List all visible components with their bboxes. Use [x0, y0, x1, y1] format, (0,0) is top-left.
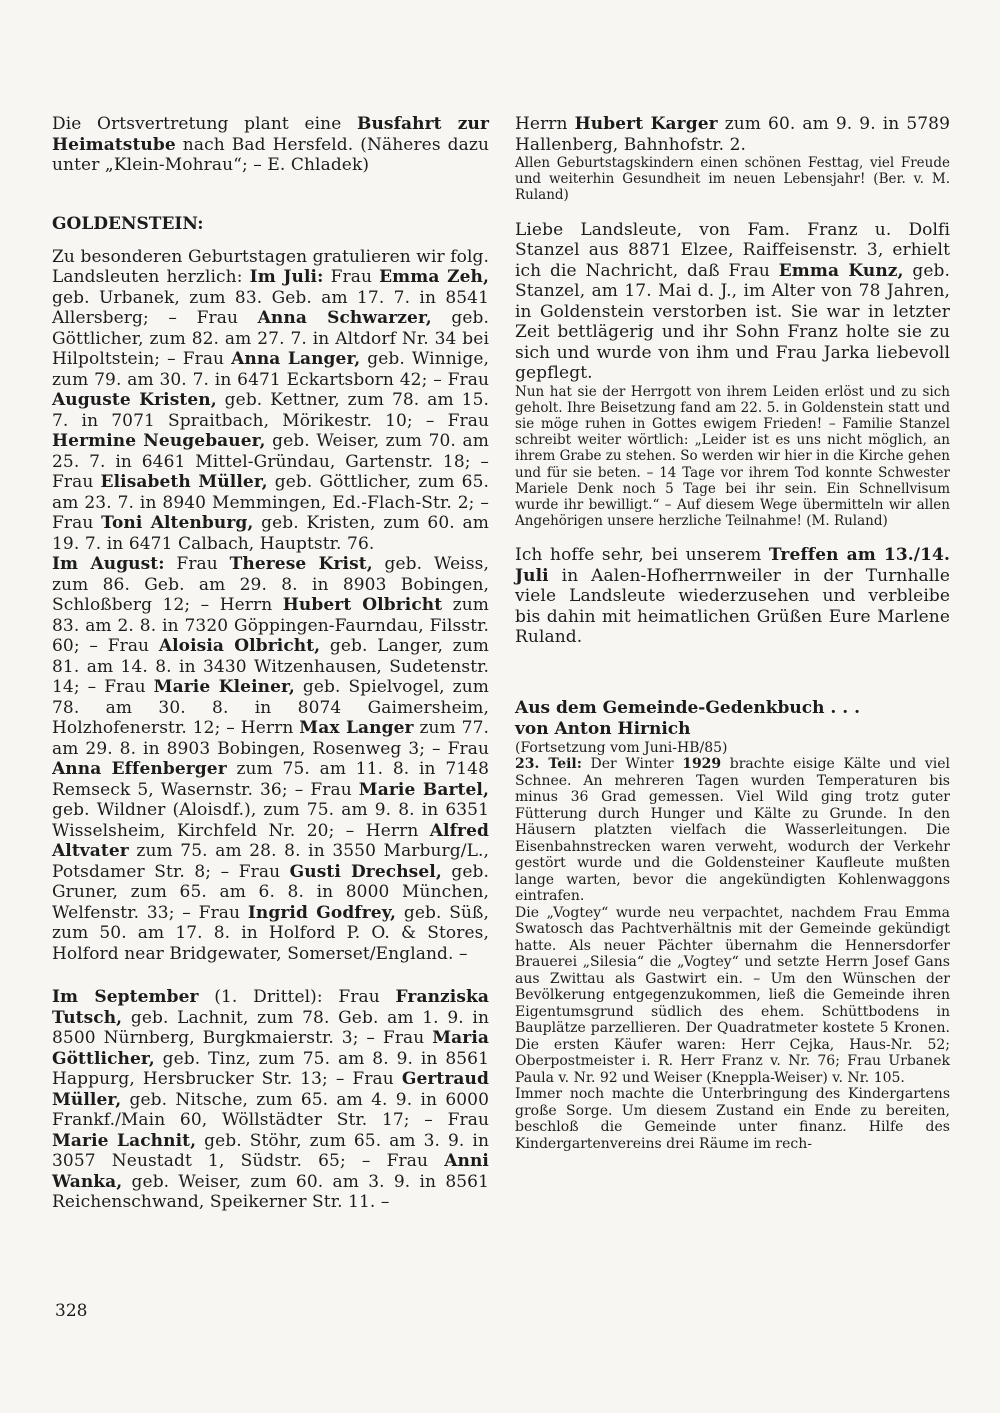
goldenstein-heading: GOLDENSTEIN:	[52, 213, 204, 234]
fortsetzung-note: (Fortsetzung vom Juni-HB/85)	[515, 739, 728, 756]
kunz-paragraph: Liebe Landsleute, von Fam. Franz u. Dolfi Stanzel aus 8871 Elzee, Raiffeisenstr. 3, erhielt ich die Nachricht, daß Frau Emma Kunz, geb. Stanzel, am 17. Mai d. J., im Alter von 78 Jahren, in Goldenstein verstorben ist. Sie war in letzter Zeit bettlägerig und ihr Sohn Franz holte sie zu sich und wurde von ihm und Frau Jarka liebevoll gepflegt.	[515, 219, 951, 384]
treffen-paragraph: Ich hoffe sehr, bei unserem Treffen am 13./14. Juli in Aalen-Hofherrnweiler in der Turnhalle viele Landsleute wiederzusehen und verbleibe bis dahin mit heimatlichen Grüßen Eure Marlene Ruland.	[515, 545, 950, 648]
page-number: 328	[55, 1301, 88, 1321]
left-column	[52, 114, 489, 1213]
karger-paragraph: Herrn Hubert Karger zum 60. am 9. 9. in 5789 Hallenberg, Bahnhofstr. 2.	[515, 114, 951, 155]
kindergarten-paragraph: Immer noch machte die Unterbringung des Kindergartens große Sorge. Um diesem Zustand ein Ende zu bereiten, beschloß die Gemeinde unter finanz. Hilfe des Kindergartenvereins drei Räume im rech-	[515, 1086, 950, 1152]
juli-paragraph: Zu besonderen Geburtstagen gratulieren wir folg. Landsleuten herzlich: Im Juli: Frau Emma Zeh, geb. Urbanek, zum 83. Geb. am 17. 7. in 8541 Allersberg; – Frau Anna Schwarzer, geb. Göttlicher, zum 82. am 27. 7. in Altdorf Nr. 34 bei Hilpoltstein; – Frau Anna Langer, geb. Winnige, zum 79. am 30. 7. in 6471 Eckartsborn 42; – Frau Auguste Kristen, geb. Kettner, zum 78. am 15. 7. in 7071 Spraitbach, Mörikestr. 10; – Frau Hermine Neugebauer, geb. Weiser, zum 70. am 25. 7. in 6461 Mittel-Gründau, Gartenstr. 18; – Frau Elisabeth Müller, geb. Göttlicher, zum 65. am 23. 7. in 8940 Memmingen, Ed.-Flach-Str. 2; – Frau Toni Altenburg, geb. Kristen, zum 60. am 19. 7. in 6471 Calbach, Hauptstr. 76.	[52, 246, 490, 554]
gedenkbuch-author: von Anton Hirnich	[515, 718, 691, 739]
right-column	[515, 114, 950, 1152]
august-paragraph: Im August: Frau Therese Krist, geb. Weiss, zum 86. Geb. am 29. 8. in 8903 Bobingen, Schloßberg 12; – Herrn Hubert Olbricht zum 83. am 2. 8. in 7320 Göppingen-Faurndau, Filsstr. 60; – Frau Aloisia Olbricht, geb. Langer, zum 81. am 14. 8. in 3430 Witzenhausen, Sudetenstr. 14; – Frau Marie Kleiner, geb. Spielvogel, zum 78. am 30. 8. in 8074 Gaimersheim, Holzhofenerstr. 12; – Herrn Max Langer zum 77. am 29. 8. in 8903 Bobingen, Rosenweg 3; – Frau Anna Effenberger zum 75. am 11. 8. in 7148 Remseck 5, Wasernstr. 36; – Frau Marie Bartel, geb. Wildner (Aloisdf.), zum 75. am 9. 8. in 6351 Wisselsheim, Kirchfeld Nr. 20; – Herrn Alfred Altvater zum 75. am 28. 8. in 3550 Marburg/L., Potsdamer Str. 8; – Frau Gusti Drechsel, geb. Gruner, zum 65. am 6. 8. in 8000 München, Welfenstr. 33; – Frau Ingrid Godfrey, geb. Süß, zum 50. am 17. 8. in Holford P. O. & Stores, Holford near Bridgewater, Somerset/England. –	[52, 554, 490, 964]
kunz-detail-paragraph: Nun hat sie der Herrgott von ihrem Leiden erlöst und zu sich geholt. Ihre Beisetzung fand am 22. 5. in Goldenstein statt und sie möge ruhen in Gottes ewigem Frieden! – Familie Stanzel schreibt weiter wörtlich: „Leider ist es uns nicht möglich, an ihrem Grabe zu stehen. So werden wir hier in die Kirche gehen und für sie beten. – 14 Tage vor ihrem Tod konnte Schwester Mariele Denk noch 5 Tage bei ihr sein. Ein Schnellvisum wurde ihr bewilligt.“ – Auf diesem Wege übermitteln wir allen Angehörigen unsere herzliche Teilnahme! (M. Ruland)	[515, 383, 950, 530]
vogtey-paragraph: Die „Vogtey“ wurde neu verpachtet, nachdem Frau Emma Swatosch das Pachtverhältnis mit der Gemeinde gekündigt hatte. Als neuer Pächter übernahm die Hennersdorfer Brauerei „Silesia“ die „Vogtey“ und setzte Herrn Josef Gans aus Zwittau als Gastwirt ein. – Um den Wünschen der Bevölkerung entgegenzukommen, ließ die Gemeinde ihren Eigentumsgrund südlich des ehem. Schüttbodens in Bauplätze parzellieren. Der Quadratmeter kostete 5 Kronen. Die ersten Käufer waren: Herr Cejka, Haus-Nr. 52; Oberpostmeister i. R. Herr Franz v. Nr. 76; Frau Urbanek Paula v. Nr. 92 und Weiser (Kneppla-Weiser) v. Nr. 105.	[515, 904, 950, 1086]
wishes-paragraph: Allen Geburtstagskindern einen schönen Festtag, viel Freude und weiterhin Gesundheit im neuen Lebensjahr! (Ber. v. M. Ruland)	[515, 155, 950, 204]
gedenkbuch-heading: Aus dem Gemeinde-Gedenkbuch . . .	[515, 697, 861, 718]
september-paragraph: Im September (1. Drittel): Frau Franziska Tutsch, geb. Lachnit, zum 78. Geb. am 1. 9. in 8500 Nürnberg, Burgkmaierstr. 3; – Frau Maria Göttlicher, geb. Tinz, zum 75. am 8. 9. in 8561 Happurg, Hersbrucker Str. 13; – Frau Gertraud Müller, geb. Nitsche, zum 65. am 4. 9. in 6000 Frankf./Main 60, Wöllstädter Str. 17; – Frau Marie Lachnit, geb. Stöhr, zum 65. am 3. 9. in 3057 Neustadt 1, Südstr. 65; – Frau Anni Wanka, geb. Weiser, zum 60. am 3. 9. in 8561 Reichenschwand, Speikerner Str. 11. –	[52, 987, 490, 1212]
busfahrt-paragraph: Die Ortsvertretung plant eine Busfahrt zur Heimatstube nach Bad Hersfeld. (Näheres dazu unter „Klein-Mohrau“; – E. Chladek)	[52, 114, 490, 175]
teil-paragraph: 23. Teil: Der Winter 1929 brachte eisige Kälte und viel Schnee. An mehreren Tagen wurden Temperaturen bis minus 36 Grad gemessen. Viel Wild ging trotz guter Fütterung durch Hunger und Kälte zu Grunde. In den Häusern platzten vielfach die Wasserleitungen. Die Eisenbahnstrecken waren verweht, wodurch der Verkehr gestört wurde und die Goldensteiner Kaufleute mußten lange warten, bevor die angekündigten Kohlenwaggons eintrafen.	[515, 756, 951, 905]
